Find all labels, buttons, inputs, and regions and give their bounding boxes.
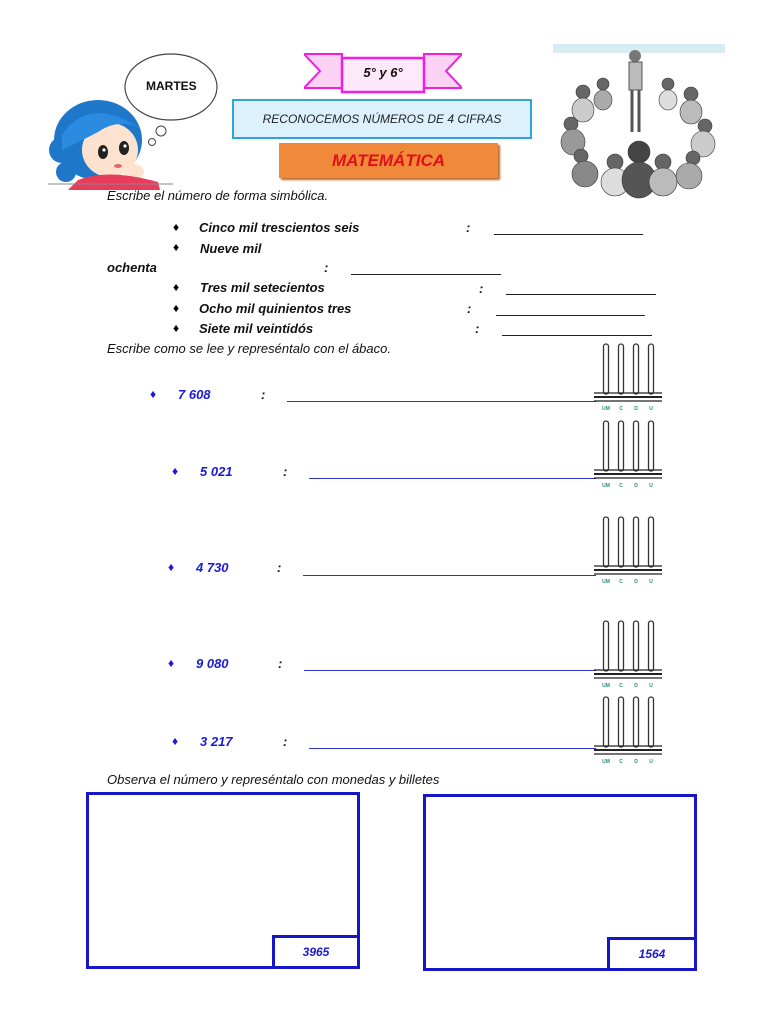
number-value: 4 730 <box>196 560 229 575</box>
abacus-rod <box>634 421 639 471</box>
answer-line[interactable] <box>309 478 596 479</box>
abacus-place-label: UM <box>602 406 610 412</box>
abacus-place-label: UM <box>602 483 610 489</box>
abacus-rod <box>619 344 624 394</box>
abacus-rod <box>649 517 654 567</box>
abacus-rod <box>604 621 609 671</box>
colon: : <box>466 220 471 235</box>
bullet-diamond-icon: ♦ <box>168 560 175 574</box>
colon: : <box>467 301 472 316</box>
bullet-diamond-icon: ♦ <box>172 464 179 478</box>
abacus-rod <box>604 517 609 567</box>
girl-illustration <box>48 40 223 190</box>
item-text: Tres mil setecientos <box>200 280 325 295</box>
abacus-place-label: C <box>619 579 623 585</box>
item-text-continued: ochenta <box>107 260 157 275</box>
answer-line[interactable] <box>351 274 501 275</box>
abacus-drawing <box>594 618 664 690</box>
abacus-rod <box>649 421 654 471</box>
abacus-place-label: U <box>649 406 653 412</box>
abacus-place-label: D <box>634 406 638 412</box>
topic-box <box>232 99 532 139</box>
bullet-diamond-icon: ♦ <box>173 321 180 335</box>
answer-line[interactable] <box>502 335 652 336</box>
abacus-rod <box>604 344 609 394</box>
colon: : <box>479 281 484 296</box>
item-text: Siete mil veintidós <box>199 321 314 336</box>
abacus-place-label: UM <box>602 579 610 585</box>
bullet-diamond-icon: ♦ <box>172 734 179 748</box>
abacus[interactable] <box>594 341 664 413</box>
answer-line[interactable] <box>309 748 596 749</box>
abacus-rod <box>634 621 639 671</box>
abacus-place-label: U <box>649 759 653 765</box>
colon: : <box>277 560 282 575</box>
colon: : <box>283 464 288 479</box>
abacus-place-label: UM <box>602 683 610 689</box>
abacus-rod <box>619 697 624 747</box>
colon: : <box>278 656 283 671</box>
abacus-place-label: U <box>649 579 653 585</box>
item-text: Nueve mil <box>200 241 262 256</box>
abacus[interactable] <box>594 514 664 586</box>
day-label: MARTES <box>146 79 197 93</box>
subject-title: MATEMÁTICA <box>332 150 445 170</box>
abacus-rod <box>649 697 654 747</box>
abacus[interactable] <box>594 694 664 766</box>
abacus-place-label: D <box>634 759 638 765</box>
abacus-rod <box>634 697 639 747</box>
number-value: 7 608 <box>178 387 211 402</box>
abacus-rod <box>619 517 624 567</box>
abacus-place-label: D <box>634 579 638 585</box>
abacus-rod <box>649 344 654 394</box>
bullet-diamond-icon: ♦ <box>173 220 180 234</box>
abacus-place-label: D <box>634 483 638 489</box>
number-value: 9 080 <box>196 656 229 671</box>
abacus-rod <box>604 697 609 747</box>
grade-label: 5° y 6° <box>363 65 403 80</box>
abacus-place-label: C <box>619 683 623 689</box>
bullet-diamond-icon: ♦ <box>173 280 180 294</box>
answer-line[interactable] <box>494 234 643 235</box>
bullet-diamond-icon: ♦ <box>173 301 180 315</box>
bullet-diamond-icon: ♦ <box>150 387 157 401</box>
abacus-place-label: U <box>649 683 653 689</box>
item-text: Ocho mil quinientos tres <box>199 301 352 316</box>
bullet-diamond-icon: ♦ <box>173 240 180 254</box>
abacus-place-label: U <box>649 483 653 489</box>
abacus[interactable] <box>594 618 664 690</box>
abacus-rod <box>619 421 624 471</box>
money-box-value: 3965 <box>272 935 360 969</box>
abacus-drawing <box>594 341 664 413</box>
children-circle-illustration <box>553 44 725 200</box>
number-value: 5 021 <box>200 464 233 479</box>
section1-instruction: Escribe el número de forma simbólica. <box>107 188 329 203</box>
abacus-place-label: C <box>619 406 623 412</box>
abacus-place-label: UM <box>602 759 610 765</box>
answer-line[interactable] <box>287 401 596 402</box>
colon: : <box>261 387 266 402</box>
abacus-rod <box>649 621 654 671</box>
abacus[interactable] <box>594 418 664 490</box>
answer-line[interactable] <box>506 294 656 295</box>
abacus-place-label: C <box>619 759 623 765</box>
colon: : <box>283 734 288 749</box>
abacus-rod <box>604 421 609 471</box>
abacus-place-label: D <box>634 683 638 689</box>
abacus-place-label: C <box>619 483 623 489</box>
answer-line[interactable] <box>304 670 596 671</box>
abacus-rod <box>634 344 639 394</box>
bullet-diamond-icon: ♦ <box>168 656 175 670</box>
answer-line[interactable] <box>303 575 596 576</box>
section3-instruction: Observa el número y represéntalo con monedas y billetes <box>107 772 440 787</box>
money-box-value: 1564 <box>607 937 697 971</box>
item-text: Cinco mil trescientos seis <box>199 220 360 235</box>
answer-line[interactable] <box>496 315 645 316</box>
abacus-drawing <box>594 694 664 766</box>
abacus-drawing <box>594 418 664 490</box>
abacus-rod <box>619 621 624 671</box>
subject-box <box>279 143 498 178</box>
abacus-rod <box>634 517 639 567</box>
colon: : <box>475 321 480 336</box>
section2-instruction: Escribe como se lee y represéntalo con el ábaco. <box>107 341 391 356</box>
abacus-drawing <box>594 514 664 586</box>
topic-title: RECONOCEMOS NÚMEROS DE 4 CIFRAS <box>262 112 502 126</box>
number-value: 3 217 <box>200 734 233 749</box>
colon: : <box>324 260 329 275</box>
